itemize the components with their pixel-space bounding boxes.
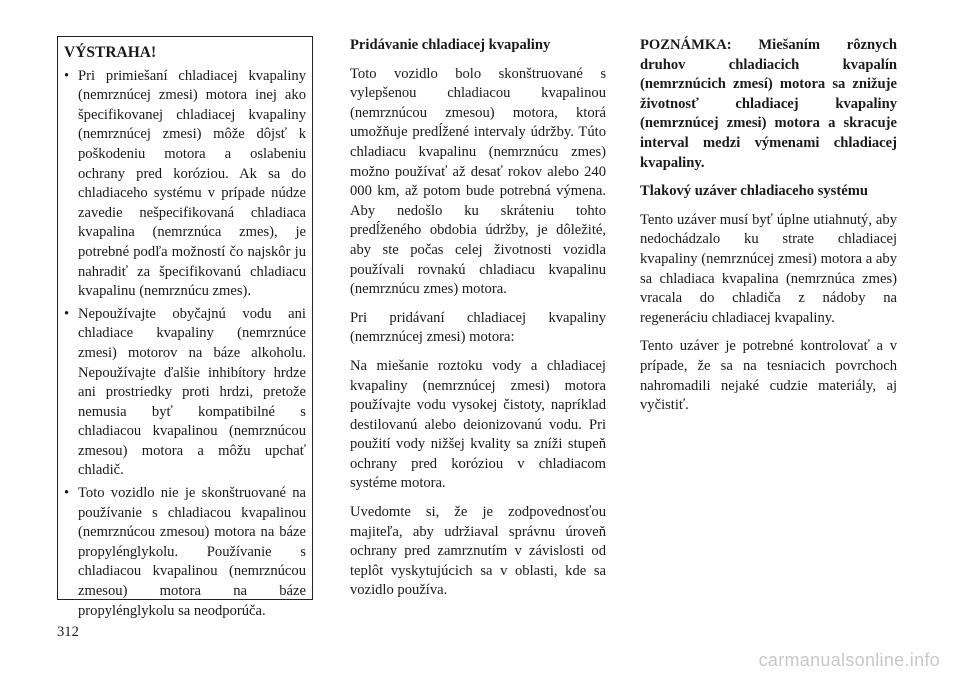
watermark: carmanualsonline.info [758, 650, 940, 670]
paragraph: Tento uzáver je potrebné kontrolovať a v prípade, že sa na tesniacich povrchoch nahromadili nejaké cudzie materiály, aj vyčistiť. [640, 338, 897, 414]
bullet-icon: • [64, 305, 70, 322]
paragraph: Tento uzáver musí byť úplne utiahnutý, aby nedochádzalo ku strate chladiacej kvapaliny (nemrznúcej zmesi) motora a aby sa chladiaca kvapalina (nemrznúca zmes) vracala do chladiča z nádoby na regeneráciu chladiacej kvapaliny. [640, 211, 897, 326]
warning-item [64, 484, 306, 621]
warning-box [57, 36, 313, 619]
page-number: 312 [57, 624, 79, 640]
bullet-icon: • [64, 485, 70, 502]
coolant-add-column [350, 36, 606, 610]
warning-item-text: Nepoužívajte obyčajnú vodu ani chladiace kvapaliny (nemrznúce zmesi) motorov na báze alkoholu. Nepoužívajte ďalšie inhibítory hrdze ani prostriedky proti hrdzi, pretože nemusia byť kompatibilné s chladiacou kvapalinou (nemrznúcou zmesou) motora a môžu upchať chladič. [78, 305, 306, 479]
coolant-cap-column [640, 36, 897, 425]
section-heading-pressure-cap: Tlakový uzáver chladiaceho systému [640, 183, 868, 200]
warning-list [64, 67, 306, 622]
paragraph: Toto vozidlo bolo skonštruované s vylepšenou chladiacou kvapalinou (nemrznúcou zmesou) motora, ktorá umožňuje predĺžené intervaly údržby. Túto chladiacu kvapalinu (nemrznúcu zmes) možno používať až desať rokov alebo 240 000 km, až potom bude potrebná výmena. Aby nedošlo ku skráteniu tohto predĺženého obdobia údržby, je dôležité, aby ste počas celej životnosti vozidla používali rovnakú chladiacu kvapalinu (nemrznúcu zmes) motora. [350, 65, 606, 298]
note-paragraph: POZNÁMKA: Miešaním rôznych druhov chladiacich kvapalín (nemrznúcich zmesí) motora sa znižuje životnosť chladiacej kvapaliny (nemrznúcej zmesi) motora a skracuje interval medzi výmenami chladiacej kvapaliny. [640, 37, 897, 171]
bullet-icon: • [64, 67, 70, 84]
warning-title: VÝSTRAHA! [64, 44, 157, 61]
warning-column [57, 36, 313, 619]
warning-item-text: Toto vozidlo nie je skonštruované na používanie s chladiacou kvapalinou (nemrznúcou zmesou) motora na báze propylénglykolu. Používanie s chladiacou kvapalinou (nemrznúcou zmesou) motora na báze propylénglykolu sa neodporúča. [78, 485, 306, 619]
paragraph: Na miešanie roztoku vody a chladiacej kvapaliny (nemrznúcej zmesi) motora používajte vodu vysokej čistoty, napríklad destilovanú alebo deionizovanú vodu. Pri použití vody nižšej kvality sa zníži stupeň ochrany pred koróziou v chladiacom systéme motora. [350, 357, 606, 492]
paragraph: Uvedomte si, že je zodpovednosťou majiteľa, aby udržiaval správnu úroveň ochrany pred zamrznutím v závislosti od teplôt vyskytujúcich sa v oblasti, kde sa vozidlo používa. [350, 504, 606, 599]
warning-item-text: Pri primiešaní chladiacej kvapaliny (nemrznúcej zmesi) motora inej ako špecifikovanej chladiacej kvapaliny (nemrznúcej zmesi) môže dôjsť k poškodeniu motora a oslabeniu ochrany pred koróziou. Ak sa do chladiaceho systému v prípade núdze zavedie nešpecifikovaná chladiaca kvapalina (nemrznúca zmes), je potrebné podľa možností čo najskôr ju nahradiť za špecifikovanú chladiacu kvapalinu (nemrznúcu zmes). [78, 67, 306, 300]
section-heading-adding-coolant: Pridávanie chladiacej kvapaliny [350, 37, 551, 53]
paragraph: Pri pridávaní chladiacej kvapaliny (nemrznúcej zmesi) motora: [350, 309, 606, 346]
warning-item [64, 305, 306, 481]
warning-item [64, 67, 306, 302]
